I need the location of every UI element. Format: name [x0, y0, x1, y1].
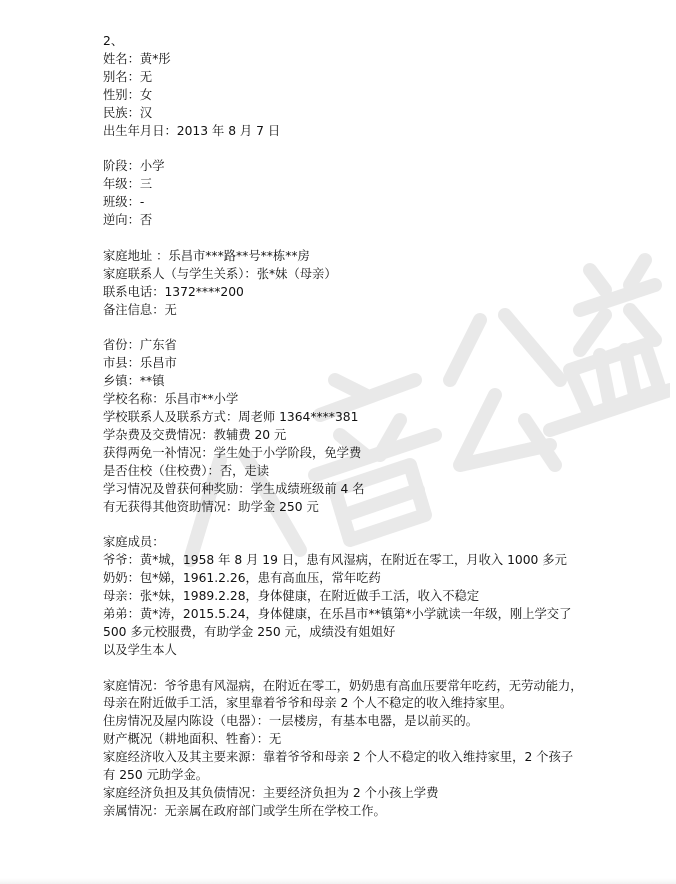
field-other-aid: 有无获得其他资助情况：助学金 250 元 — [103, 499, 319, 514]
field-phone: 联系电话：1372****200 — [103, 284, 244, 299]
spacer — [103, 230, 583, 248]
field-town: 乡镇：**镇 — [103, 374, 165, 389]
field-boarding: 是否住校（住校费）：否，走读 — [103, 463, 270, 478]
field-class: 班级：- — [103, 195, 145, 210]
field-property: 财产概况（耕地面积、牲畜）：无 — [103, 732, 282, 747]
field-reverse: 逆向：否 — [103, 213, 153, 228]
field-relatives: 亲属情况：无亲属在政府部门或学生所在学校工作。 — [103, 803, 386, 818]
field-ethnicity: 民族：汉 — [103, 105, 153, 120]
field-stage: 阶段：小学 — [103, 159, 165, 174]
spacer — [103, 140, 583, 158]
spacer — [103, 516, 583, 534]
field-exemptions: 获得两免一补情况：学生处于小学阶段，免学费 — [103, 445, 362, 460]
field-alias: 别名：无 — [103, 69, 153, 84]
field-province: 省份：广东省 — [103, 338, 177, 353]
member-mother: 母亲：张*妹，1989.2.28，身体健康，在附近做手工活，收入不稳定 — [103, 589, 480, 604]
page-edge — [0, 878, 676, 884]
field-contact-person: 家庭联系人（与学生关系）：张*妹（母亲） — [103, 266, 337, 281]
member-grandmother: 奶奶：包*娣，1961.2.26，患有高血压，常年吃药 — [103, 571, 381, 586]
field-gender: 性别：女 — [103, 87, 153, 102]
field-study-awards: 学习情况及曾获何种奖励：学生成绩班级前 4 名 — [103, 481, 365, 496]
field-city: 市县：乐昌市 — [103, 356, 177, 371]
field-income: 家庭经济收入及其主要来源：靠着爷爷和母亲 2 个人不稳定的收入维持家里，2 个孩子有 250 元助学金。 — [103, 750, 574, 783]
spacer — [103, 319, 583, 337]
spacer — [103, 660, 583, 678]
field-notes: 备注信息：无 — [103, 302, 177, 317]
field-school-name: 学校名称：乐昌市**小学 — [103, 392, 239, 407]
field-birthdate: 出生年月日：2013 年 8 月 7 日 — [103, 123, 281, 138]
family-members-heading: 家庭成员： — [103, 535, 165, 550]
field-burden: 家庭经济负担及其负债情况：主要经济负担为 2 个小孩上学费 — [103, 785, 439, 800]
document-body — [103, 33, 583, 821]
member-brother: 弟弟：黄*涛，2015.5.24，身体健康，在乐昌市**镇第*小学就读一年级，刚上学交了 500 多元校服费，有助学金 250 元，成绩没有姐姐好 — [103, 606, 576, 639]
field-address: 家庭地址 ：乐昌市***路**号**栋**房 — [103, 248, 310, 263]
field-fees: 学杂费及交费情况：教辅费 20 元 — [103, 427, 287, 442]
member-self: 以及学生本人 — [103, 642, 177, 657]
field-grade: 年级：三 — [103, 177, 153, 192]
field-housing: 住房情况及屋内陈设（电器）：一层楼房，有基本电器，是以前买的。 — [103, 714, 479, 729]
field-name: 姓名：黄*彤 — [103, 51, 171, 66]
record-index: 2、 — [103, 34, 124, 48]
member-grandfather: 爷爷：黄*城，1958 年 8 月 19 日，患有风湿病，在附近在零工，月收入 1000 多元 — [103, 553, 567, 568]
field-family-situation: 家庭情况：爷爷患有风湿病，在附近在零工，奶奶患有高血压要常年吃药，无劳动能力，母亲在附近做手工活，家里靠着爷爷和母亲 2 个人不稳定的收入维持家里。 — [103, 678, 583, 711]
field-school-contact: 学校联系人及联系方式：周老师 1364****381 — [103, 409, 359, 424]
